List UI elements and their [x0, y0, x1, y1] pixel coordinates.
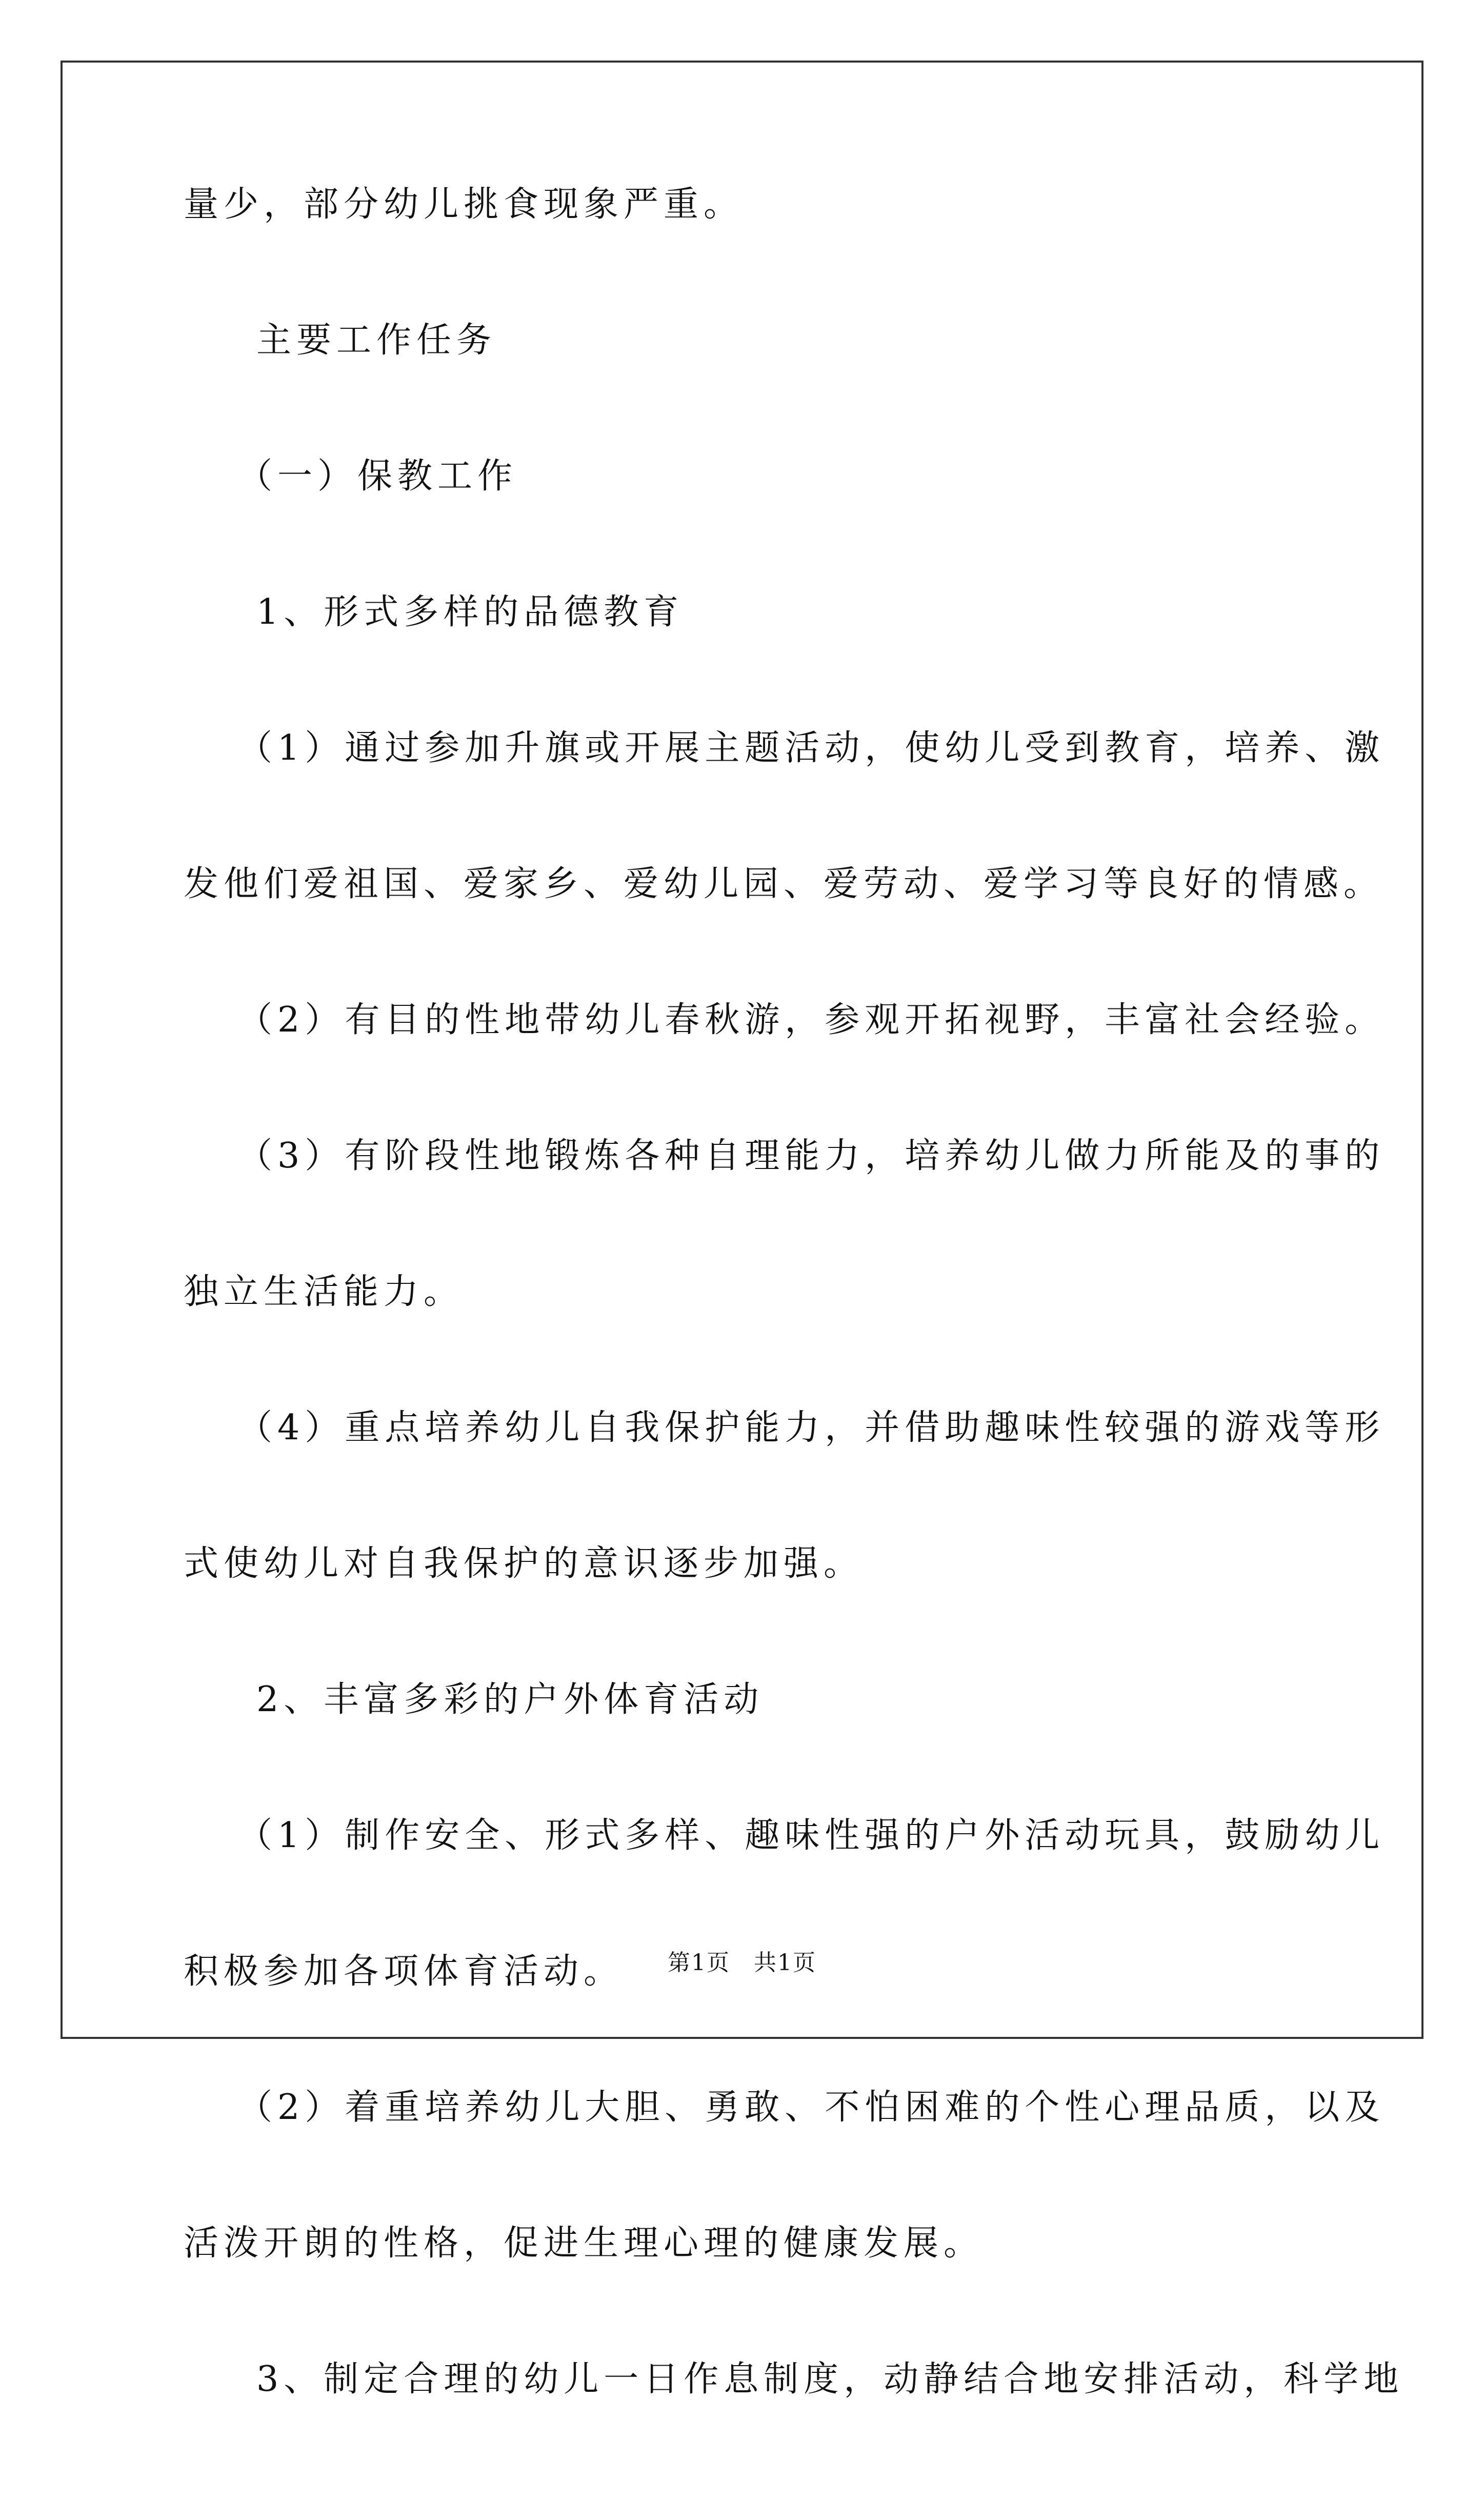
paragraph-line: 活泼开朗的性格，促进生理心理的健康发展。	[184, 2223, 984, 2264]
paragraph-line: （1）通过参加升旗或开展主题活动，使幼儿受到教育，培养、激	[237, 728, 1385, 768]
paragraph-line: 独立生活能力。	[184, 1272, 464, 1312]
section-heading: （一）保教工作	[237, 456, 518, 497]
paragraph-line: （2）有目的性地带幼儿春秋游，参观开拓视野，丰富社会经验。	[237, 1000, 1385, 1040]
document-body	[184, 184, 1404, 2498]
paragraph-line: 积极参加各项体育活动。	[184, 1951, 624, 1992]
subsection-heading: 2、丰富多彩的户外体育活动	[256, 1679, 764, 1720]
paragraph-line: 发他们爱祖国、爱家乡、爱幼儿园、爱劳动、爱学习等良好的情感。	[184, 864, 1384, 904]
paragraph-line: （2）着重培养幼儿大胆、勇敢、不怕困难的个性心理品质，以及	[237, 2087, 1385, 2128]
page-number-footer: 第1页 共1页	[668, 1950, 816, 1976]
paragraph-line: 量少，部分幼儿挑食现象严重。	[184, 184, 744, 225]
paragraph-line: （4）重点培养幼儿自我保护能力，并借助趣味性较强的游戏等形	[237, 1407, 1385, 1448]
paragraph-line: （1）制作安全、形式多样、趣味性强的户外活动玩具，鼓励幼儿	[237, 1815, 1385, 1856]
paragraph-line: 式使幼儿对自我保护的意识逐步加强。	[184, 1543, 864, 1584]
paragraph-line: 3、制定合理的幼儿一日作息制度，动静结合地安排活动，科学地	[256, 2359, 1404, 2400]
section-heading: 主要工作任务	[256, 320, 497, 361]
subsection-heading: 1、形式多样的品德教育	[256, 592, 684, 632]
paragraph-line: （3）有阶段性地锻炼各种自理能力，培养幼儿做力所能及的事的	[237, 1136, 1385, 1176]
